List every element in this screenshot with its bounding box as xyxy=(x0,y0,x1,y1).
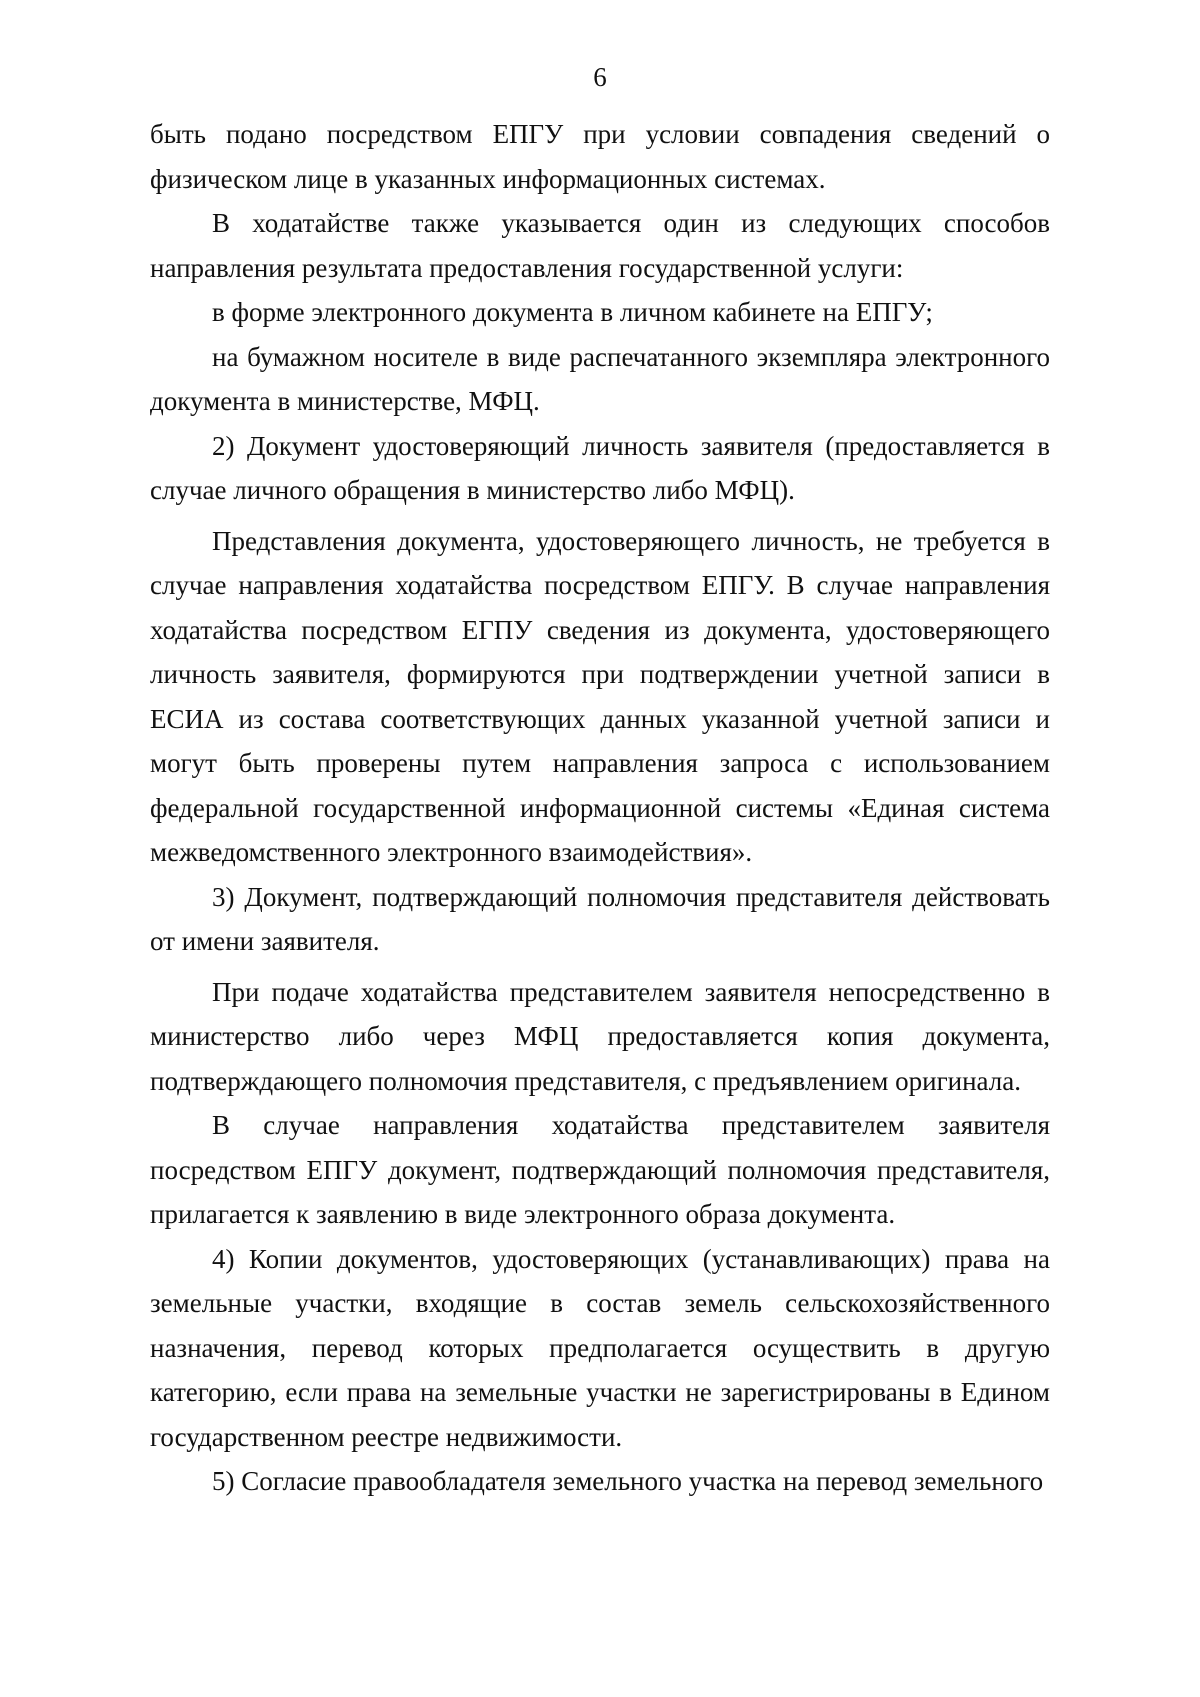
list-item: в форме электронного документа в личном кабинете на ЕПГУ; xyxy=(212,297,933,327)
paragraph: В ходатайстве также указывается один из следующих способов направления результата предоставления государственной услуги: xyxy=(150,208,1050,283)
page-number: 6 xyxy=(593,62,607,92)
paragraph: Представления документа, удостоверяющего личность, не требуется в случае направления ходатайства посредством ЕПГУ. В случае направления ходатайства посредством ЕГПУ сведения из документа, удостоверяющего личность заявителя, формируются при подтверждении учетной записи в ЕСИА из состава соответствующих данных указанной учетной записи и могут быть проверены путем направления запроса с использованием федеральной государственной информационной системы «Единая система межведомственного электронного взаимодействия». xyxy=(150,525,1050,867)
numbered-item: 4) Копии документов, удостоверяющих (устанавливающих) права на земельные участки, входящие в состав земель сельскохозяйственного назначения, перевод которых предполагается осуществить в другую категорию, если права на земельные участки не зарегистрированы в Едином государственном реестре недвижимости. xyxy=(150,1243,1050,1452)
paragraph: В случае направления ходатайства представителем заявителя посредством ЕПГУ документ, подтверждающий полномочия представителя, прилагается к заявлению в виде электронного образа документа. xyxy=(150,1110,1050,1229)
document-body xyxy=(150,112,1050,1504)
list-item: на бумажном носителе в виде распечатанного экземпляра электронного документа в министерстве, МФЦ. xyxy=(150,341,1050,416)
paragraph: быть подано посредством ЕПГУ при условии совпадения сведений о физическом лице в указанных информационных системах. xyxy=(150,119,1050,194)
numbered-item: 3) Документ, подтверждающий полномочия представителя действовать от имени заявителя. xyxy=(150,881,1050,956)
numbered-item: 5) Согласие правообладателя земельного участка на перевод земельного xyxy=(212,1466,1044,1496)
paragraph: При подаче ходатайства представителем заявителя непосредственно в министерство либо через МФЦ предоставляется копия документа, подтверждающего полномочия представителя, с предъявлением оригинала. xyxy=(150,976,1050,1096)
numbered-item: 2) Документ удостоверяющий личность заявителя (предоставляется в случае личного обращения в министерство либо МФЦ). xyxy=(150,430,1050,505)
